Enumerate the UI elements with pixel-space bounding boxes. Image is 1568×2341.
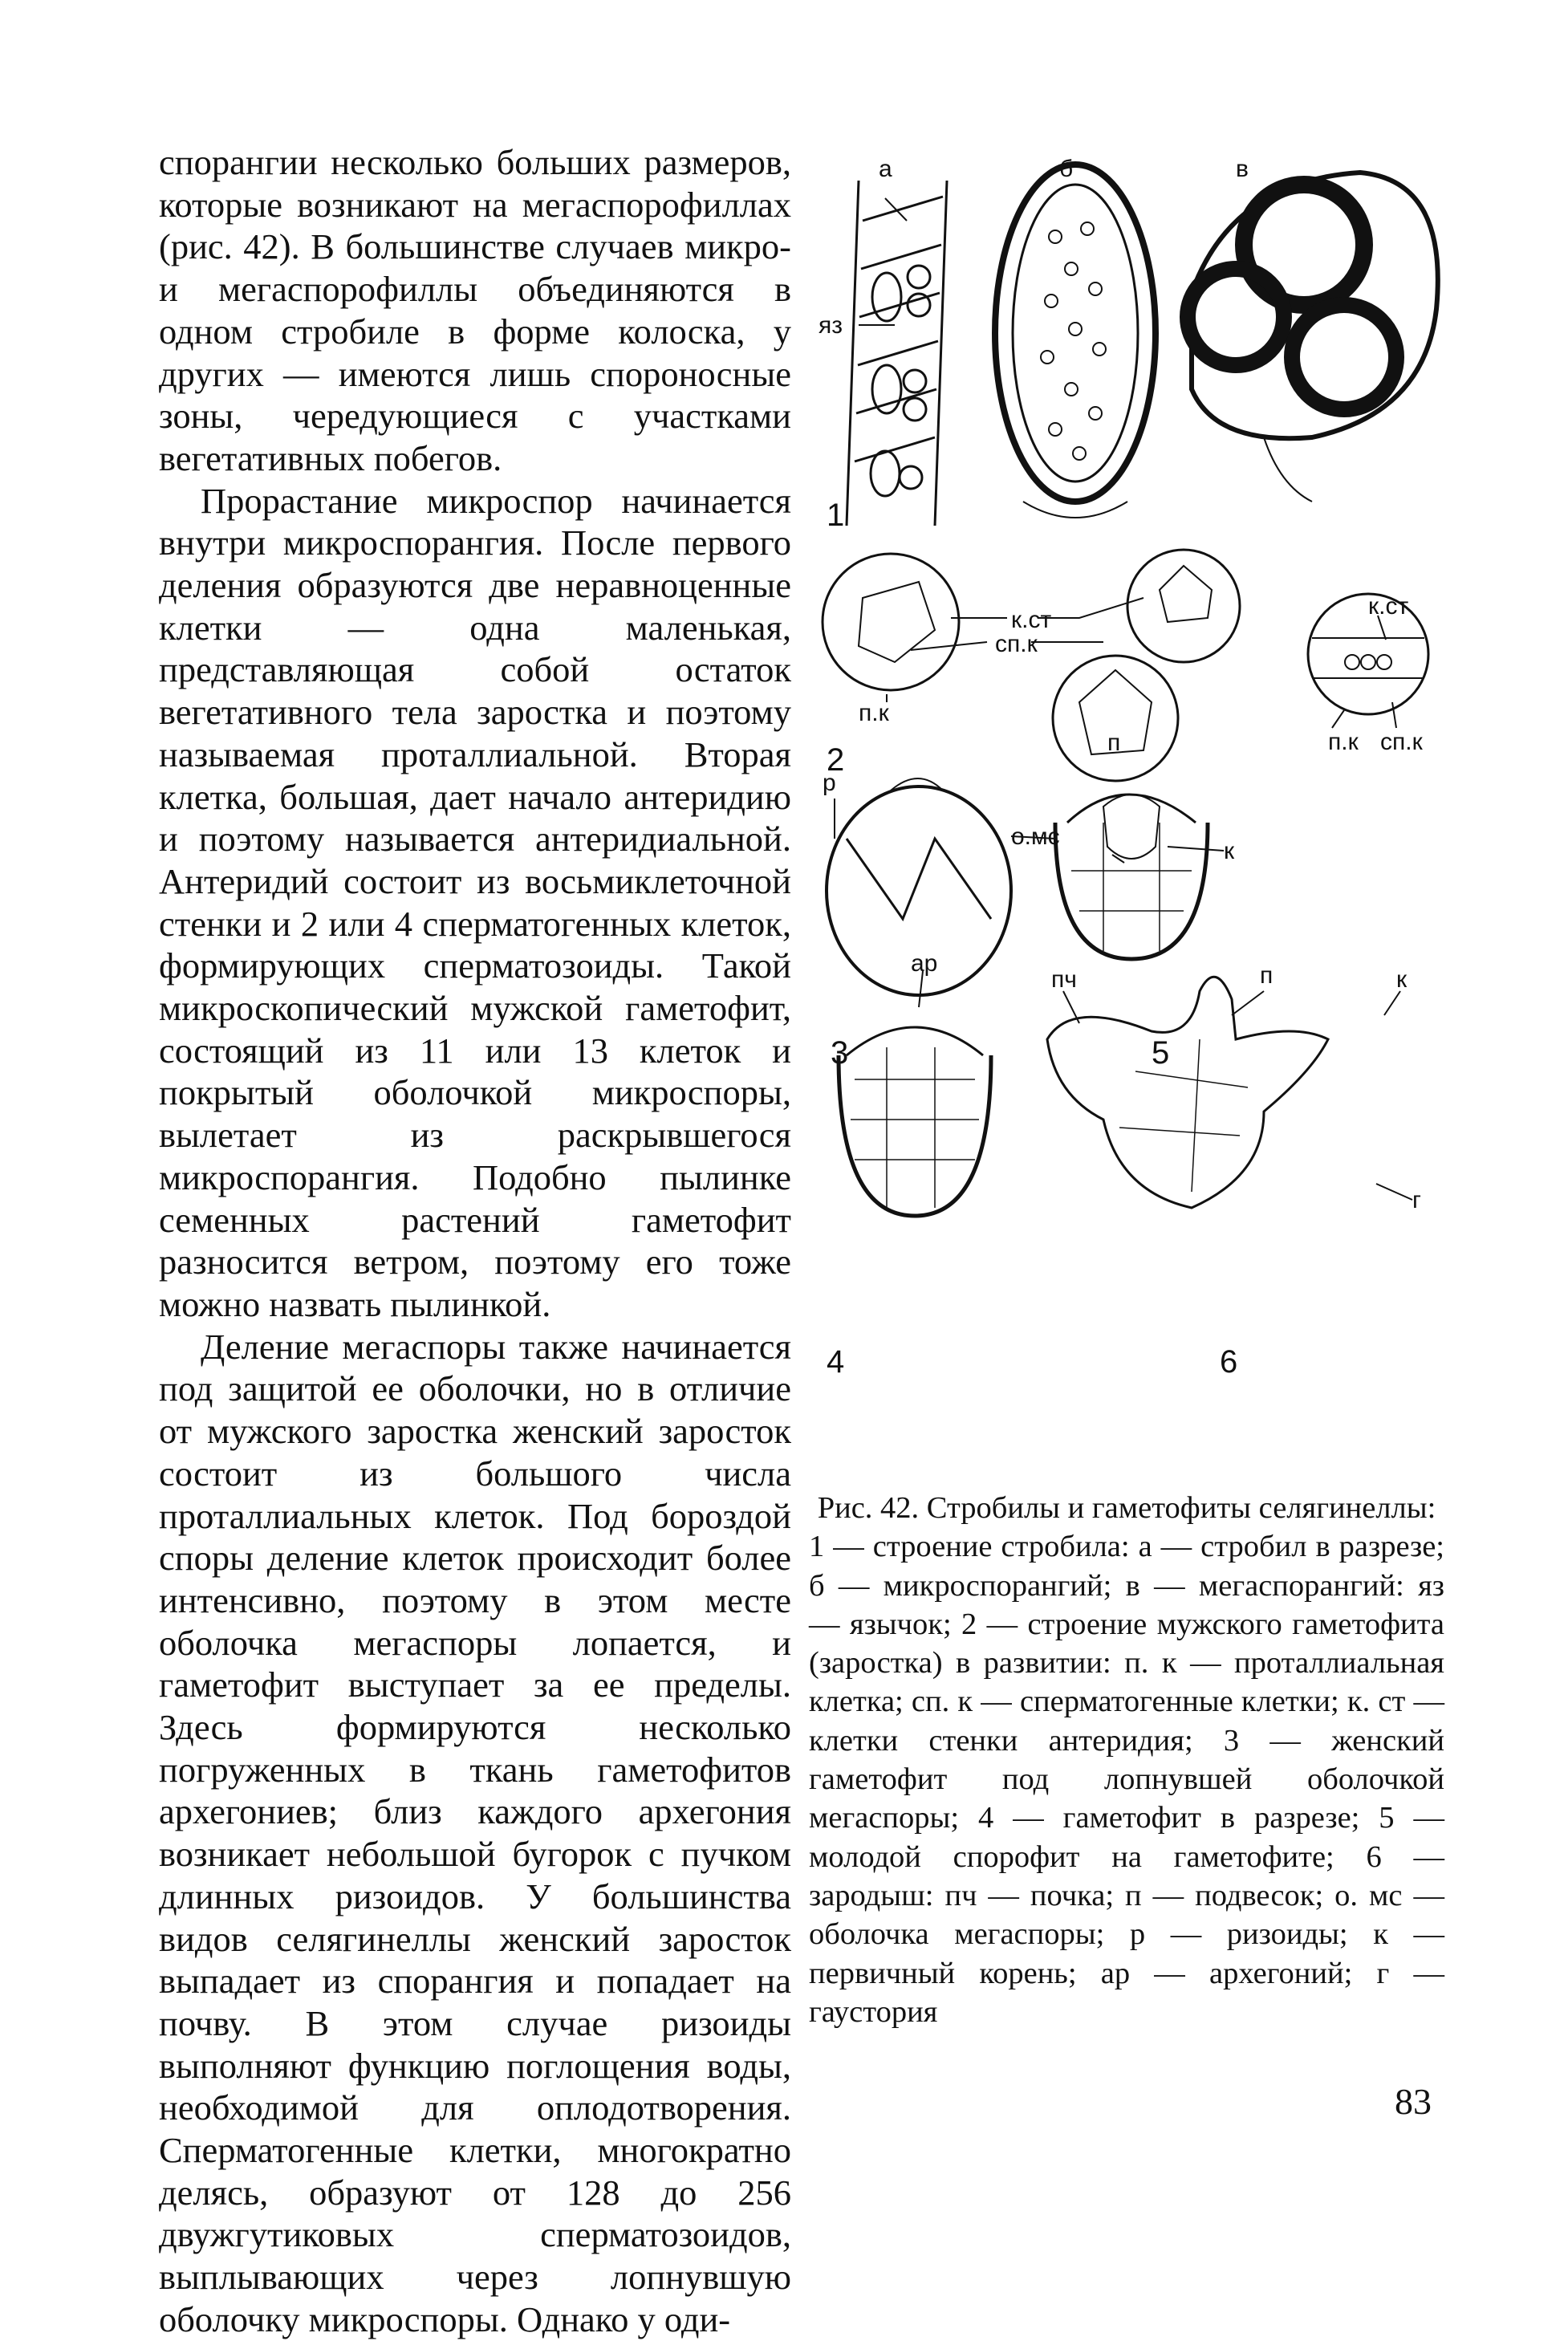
megasporangium [1188, 173, 1438, 502]
label-spk-2: сп.к [1380, 729, 1423, 755]
label-p-5: п [1107, 730, 1121, 756]
label-kst-2: к.ст [1368, 593, 1409, 620]
page-number: 83 [1395, 2081, 1432, 2122]
label-k-5: к [1224, 838, 1235, 864]
figure-caption [809, 1489, 1444, 2031]
gametophyte-section [839, 1027, 991, 1216]
number-3: 3 [831, 1035, 849, 1071]
paragraph-3: Деление мегаспоры также начинается под защитой ее оболочки, но в отличие от мужского заростка женский заросток состоит из большого числа проталлиальных клеток. Под бороздой споры деление клеток происходит более интенсивно, поэтому в этом месте оболочка мегаспоры лопается, и гаметофит выступает за ее пределы. Здесь формируются несколько погруженных в ткань гаметофитов архегониев; близ каждого архегония возникает небольшой бугорок с пучком длинных ризоидов. У большинства видов селягинеллы женский заросток выпадает из спорангия и попадает на почву. В этом случае ризоиды выполняют функцию поглощения воды, необходимой для оплодотворения. Сперматогенные клетки, многократно делясь, образуют от 128 до 256 двужгутиковых сперматозоидов, выплывающих через лопнувшую оболочку микроспоры. Однако у оди- [159, 1326, 791, 2339]
number-4: 4 [827, 1344, 845, 1380]
young-sporophyte [1055, 795, 1208, 959]
label-v: в [1236, 156, 1249, 182]
label-pk-2: п.к [1328, 729, 1359, 755]
label-ar: ар [911, 950, 938, 977]
paragraph-2: Прорастание микроспор начинается внутри микроспорангия. После первого деления образуются две неравноценные клетки — одна маленькая, представляющая собой остаток вегетативного тела заростка и поэтому называемая проталлиальной. Вторая клетка, большая, дает начало антеридию и поэтому называется антеридиальной. Антеридий состоит из восьмиклеточной стенки и 2 или 4 сперматогенных клеток, формирующих сперматозоиды. Такой микроскопический мужской гаметофит, состоящий из 11 или 13 клеток и покрытый оболочкой микроспоры, вылетает из раскрывшегося микроспорангия. Подобно пылинке семенных растений гаметофит разносится ветром, поэтому его тоже можно назвать пылинкой. [159, 480, 791, 1324]
label-pk-1: п.к [859, 700, 889, 726]
strobilus-section [847, 181, 947, 526]
caption-body: 1 — строение стробила: а — стробил в разрезе; б — микроспорангий; в — мегаспорангий: яз — язычок; 2 — строение мужского гаметофита (заростка) в развитии: п. к — проталлиальная клетка; сп. к — сперматогенные клетки; к. ст — клетки стенки антеридия; 3 — женский гаметофит под лопнувшей оболочкой мегаспоры; 4 — гаметофит в разрезе; 5 — молодой спорофит на гаметофите; 6 — зародыш: пч — почка; п — подвесок; о. мс — оболочка мегаспоры; р — ризоиды; к — первичный корень; ар — архегоний; г — гаустория [809, 1530, 1444, 2029]
label-a: а [879, 156, 892, 182]
label-p-6: п [1260, 962, 1273, 989]
label-pch: пч [1051, 966, 1077, 993]
label-yaz: яз [819, 312, 843, 339]
label-kst-1: к.ст [1011, 607, 1052, 633]
microsporangium [995, 165, 1156, 518]
label-oms: о.мс [1011, 823, 1060, 850]
number-2: 2 [827, 742, 845, 778]
number-1: 1 [827, 498, 845, 533]
label-spk-1: сп.к [995, 631, 1038, 657]
figure-illustration [814, 148, 1456, 1449]
caption-title: Рис. 42. Стробилы и гаметофиты селягинеллы: [817, 1491, 1436, 1525]
number-6: 6 [1220, 1344, 1238, 1380]
number-5: 5 [1152, 1035, 1170, 1071]
label-g: г [1412, 1187, 1421, 1213]
label-b: б [1059, 156, 1074, 182]
paragraph-1: спорангии несколько больших размеров, которые возникают на мегаспорофиллах (рис. 42). В большинстве случаев микро- и мегаспорофиллы объединяются в одном стробиле в форме колоска, у других — имеются лишь спороносные зоны, чередующиеся с участками вегетативных побегов. [159, 142, 791, 478]
label-r: р [823, 770, 836, 796]
embryo [1047, 977, 1328, 1208]
figure-42 [814, 148, 1456, 1449]
label-k-6: к [1396, 966, 1408, 993]
main-text-column [159, 141, 791, 2341]
